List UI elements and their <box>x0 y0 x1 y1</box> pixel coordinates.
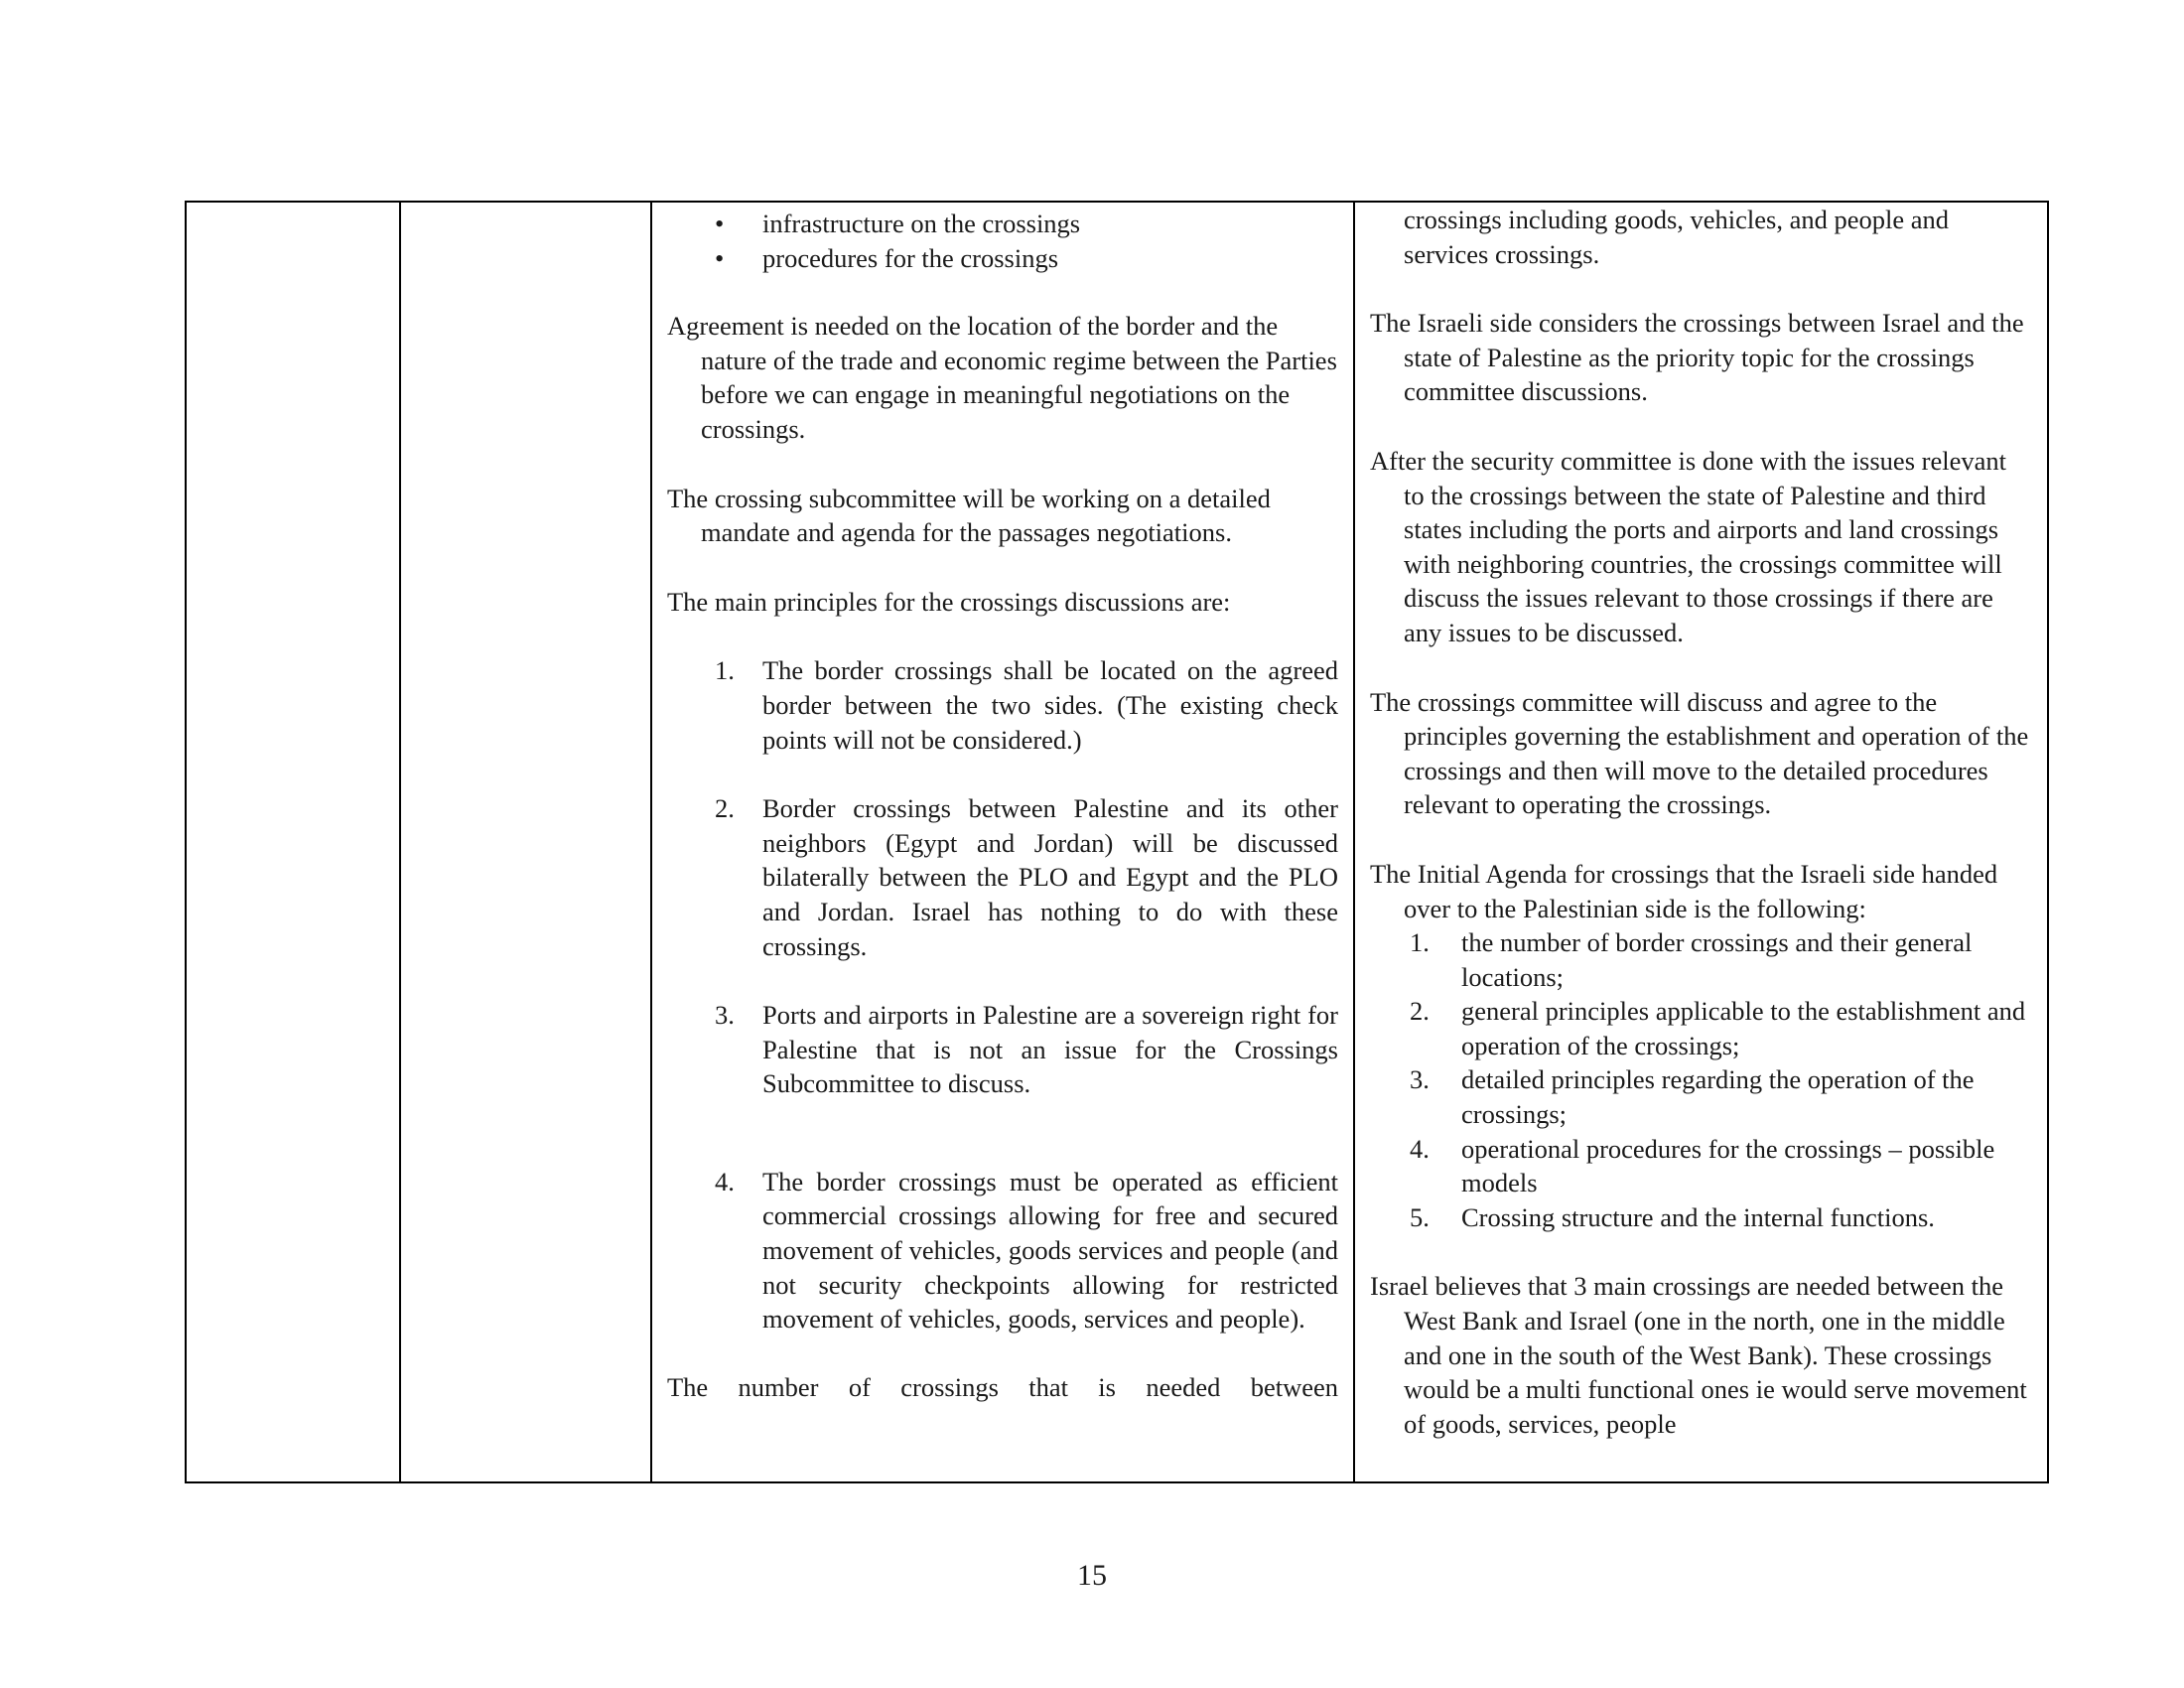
paragraph: The number of crossings that is needed between <box>667 1371 1338 1402</box>
list-number: 4. <box>1410 1133 1430 1164</box>
list-text: operational procedures for the crossings – possible models <box>1461 1133 1995 1198</box>
list-item <box>715 998 1338 1101</box>
paragraph: The crossings committee will discuss and agree to the principles governing the establishment and operation of the crossings and then will move to the detailed procedures relevant to operating the crossings. <box>1370 686 2029 820</box>
paragraph: Agreement is needed on the location of the border and the nature of the trade and economic regime between the Parties before we can engage in meaningful negotiations on the crossings. <box>667 311 1337 444</box>
list-number: 3. <box>715 1000 735 1031</box>
list-item: • infrastructure on the crossings <box>715 207 1338 241</box>
paragraph: Israel believes that 3 main crossings are needed between the West Bank and Israel (one in the north, one in the middle and one in the south of the West Bank). These crossings would be a multi functional ones ie would serve movement of goods, services, people <box>1370 1271 2027 1439</box>
agenda-list <box>1370 925 2033 1234</box>
list-item <box>1410 925 2033 994</box>
list-number: 1. <box>1410 927 1430 958</box>
list-item <box>715 791 1338 963</box>
list-item: • procedures for the crossings <box>715 241 1338 276</box>
list-text: Ports and airports in Palestine are a sovereign right for Palestine that is not an issue for the Crossings Subcommittee to discuss. <box>762 1000 1338 1099</box>
list-text: Border crossings between Palestine and its other neighbors (Egypt and Jordan) will be discussed bilaterally between the PLO and Egypt and the PLO and Jordan. Israel has nothing to do with these crossings. <box>762 793 1338 961</box>
list-item <box>1410 1062 2033 1131</box>
list-item <box>715 1165 1338 1336</box>
table-cell-palestinian-position <box>651 203 1354 1481</box>
list-item <box>1410 1132 2033 1200</box>
list-number: 5. <box>1410 1201 1430 1232</box>
list-number: 2. <box>715 793 735 824</box>
list-text: The border crossings shall be located on the agreed border between the two sides. (The existing check points will not be considered.) <box>762 655 1338 755</box>
list-item <box>1410 1200 2033 1235</box>
list-text: general principles applicable to the establishment and operation of the crossings; <box>1461 996 2026 1060</box>
list-number: 4. <box>715 1166 735 1196</box>
paragraph: After the security committee is done with the issues relevant to the crossings between the state of Palestine and third states including the ports and airports and land crossings with neighboring countries, the crossings committee will discuss the issues relevant to those crossings if there are any issues to be discussed. <box>1370 445 2006 647</box>
page-number: 15 <box>1077 1559 1107 1592</box>
paragraph: The crossing subcommittee will be working on a detailed mandate and agenda for the passages negotiations. <box>667 483 1271 548</box>
list-text: detailed principles regarding the operation of the crossings; <box>1461 1064 1975 1130</box>
table-cell-israeli-position <box>1354 203 2049 1481</box>
list-number: 2. <box>1410 996 1430 1027</box>
document-table <box>185 201 2049 1483</box>
list-text: Crossing structure and the internal functions. <box>1461 1201 1935 1232</box>
table-cell-2 <box>399 203 650 1481</box>
list-item <box>1410 994 2033 1062</box>
list-item <box>715 653 1338 757</box>
table-cell-1 <box>187 203 399 1481</box>
list-text: the number of border crossings and their general locations; <box>1461 927 1973 992</box>
crossings-topics-list <box>667 207 1338 275</box>
paragraph: crossings including goods, vehicles, and people and services crossings. <box>1404 205 1950 269</box>
principles-list <box>667 653 1338 1336</box>
paragraph: The Initial Agenda for crossings that the Israeli side handed over to the Palestinian side is the following: <box>1370 858 1998 923</box>
list-text: The border crossings must be operated as efficient commercial crossings allowing for free and secured movement of vehicles, goods services and people (and not security checkpoints allowing for restricted movement of vehicles, goods, services and people). <box>762 1166 1338 1335</box>
paragraph: The main principles for the crossings discussions are: <box>667 586 1231 617</box>
list-number: 1. <box>715 655 735 686</box>
list-number: 3. <box>1410 1064 1430 1095</box>
paragraph: The Israeli side considers the crossings between Israel and the state of Palestine as the priority topic for the crossings committee discussions. <box>1370 308 2024 407</box>
